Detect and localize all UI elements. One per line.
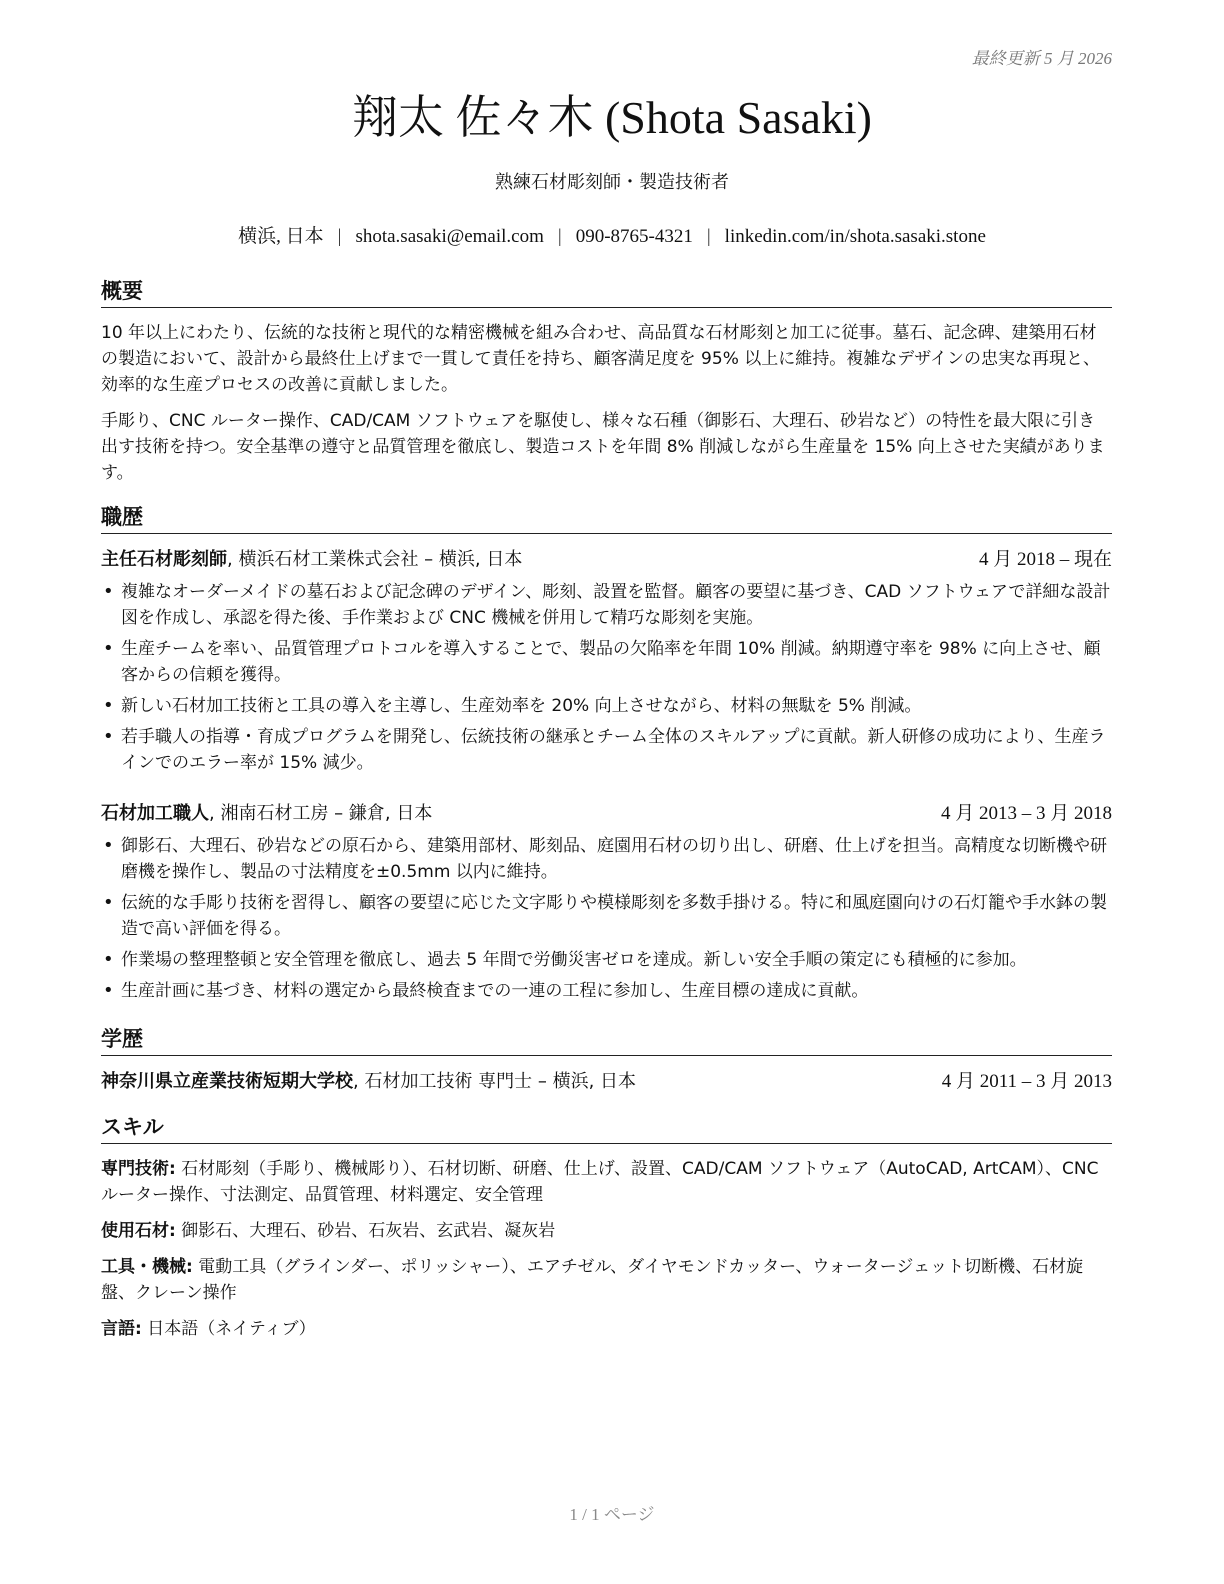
experience-title: 職歴 — [101, 502, 1112, 534]
skill-label: 言語: — [101, 1319, 142, 1339]
skill-label: 工具・機械: — [101, 1257, 193, 1277]
job-bullet: • 生産チームを率い、品質管理プロトコルを導入することで、製品の欠陥率を年間 10% 削減。納期遵守率を 98% に向上させ、顧客からの信頼を獲得。 — [101, 636, 1112, 688]
contact-line — [0, 222, 1224, 252]
education-entry — [101, 1068, 1112, 1096]
skill-row — [101, 1254, 1112, 1306]
candidate-name: 翔太 佐々木 (Shota Sasaki) — [351, 92, 872, 143]
job-bullet: • 若手職人の指導・育成プログラムを開発し、伝統技術の継承とチーム全体のスキルアップに貢献。新人研修の成功により、生産ラインでのエラー率が 15% 減少。 — [101, 724, 1112, 776]
job-bullets — [101, 833, 1112, 1004]
skills-section — [101, 1112, 1112, 1342]
job-bullet: • 生産計画に基づき、材料の選定から最終検査までの一連の工程に参加し、生産目標の達成に貢献。 — [101, 978, 1112, 1004]
contact-separator: | — [337, 226, 342, 247]
summary-paragraph: 手彫り、CNC ルーター操作、CAD/CAM ソフトウェアを駆使し、様々な石種（御影石、大理石、砂岩など）の特性を最大限に引き出す技術を持つ。安全基準の遵守と品質管理を徹底し、製造コストを年間 8% 削減しながら生産量を 15% 向上させた実績があります。 — [101, 411, 1105, 483]
job-org: , 湘南石材工房 – 鎌倉, 日本 — [209, 803, 433, 824]
skill-text: 御影石、大理石、砂岩、石灰岩、玄武岩、凝灰岩 — [175, 1221, 556, 1241]
job-entry — [101, 546, 1112, 776]
contact-linkedin[interactable]: linkedin.com/in/shota.sasaki.stone — [724, 226, 986, 247]
skill-text: 日本語（ネイティブ） — [141, 1319, 316, 1339]
skill-label: 専門技術: — [101, 1159, 176, 1179]
job-header — [101, 800, 1112, 828]
job-dates: 4 月 2013 – 3 月 2018 — [940, 803, 1112, 824]
job-role: 主任石材彫刻師 — [101, 549, 227, 570]
contact-phone[interactable]: 090-8765-4321 — [575, 226, 693, 247]
contact-email[interactable]: shota.sasaki@email.com — [355, 226, 544, 247]
summary-section — [101, 276, 1112, 486]
education-section — [101, 1024, 1112, 1096]
education-dates: 4 月 2011 – 3 月 2013 — [941, 1071, 1112, 1092]
last-updated: 最終更新 5 月 2026 — [971, 49, 1112, 68]
job-dates: 4 月 2018 – 現在 — [978, 549, 1112, 570]
job-bullets — [101, 579, 1112, 776]
skill-label: 使用石材: — [101, 1221, 176, 1241]
summary-title: 概要 — [101, 276, 1112, 308]
job-org: , 横浜石材工業株式会社 – 横浜, 日本 — [227, 549, 523, 570]
job-bullet: • 御影石、大理石、砂岩などの原石から、建築用部材、彫刻品、庭園用石材の切り出し、研磨、仕上げを担当。高精度な切断機や研磨機を操作し、製品の寸法精度を±0.5mm 以内に維持。 — [101, 833, 1112, 885]
education-detail: , 石材加工技術 専門士 – 横浜, 日本 — [353, 1071, 637, 1092]
experience-section — [101, 502, 1112, 1004]
skill-row — [101, 1316, 1112, 1342]
job-header — [101, 546, 1112, 574]
job-bullet: • 新しい石材加工技術と工具の導入を主導し、生産効率を 20% 向上させながら、材料の無駄を 5% 削減。 — [101, 693, 1112, 719]
school-name: 神奈川県立産業技術短期大学校 — [101, 1071, 353, 1092]
skill-text: 電動工具（グラインダー、ポリッシャー）、エアチゼル、ダイヤモンドカッター、ウォータージェット切断機、石材旋盤、クレーン操作 — [101, 1257, 1084, 1303]
education-title: 学歴 — [101, 1024, 1112, 1056]
skills-title: スキル — [101, 1112, 1112, 1144]
job-role: 石材加工職人 — [101, 803, 209, 824]
job-bullet: • 作業場の整理整頓と安全管理を徹底し、過去 5 年間で労働災害ゼロを達成。新しい安全手順の策定にも積極的に参加。 — [101, 947, 1112, 973]
skill-row — [101, 1218, 1112, 1244]
skill-text: 石材彫刻（手彫り、機械彫り）、石材切断、研磨、仕上げ、設置、CAD/CAM ソフトウェア（AutoCAD, ArtCAM）、CNC ルーター操作、寸法測定、品質管理、材料選定、安全管理 — [101, 1159, 1099, 1205]
job-bullet: • 伝統的な手彫り技術を習得し、顧客の要望に応じた文字彫りや模様彫刻を多数手掛ける。特に和風庭園向けの石灯籠や手水鉢の製造で高い評価を得る。 — [101, 890, 1112, 942]
page-number: 1 / 1 ページ — [569, 1505, 655, 1524]
headline: 熟練石材彫刻師・製造技術者 — [495, 172, 729, 193]
contact-separator: | — [557, 226, 562, 247]
job-entry — [101, 800, 1112, 1004]
resume-content — [101, 276, 1112, 1342]
job-bullet: • 複雑なオーダーメイドの墓石および記念碑のデザイン、彫刻、設置を監督。顧客の要望に基づき、CAD ソフトウェアで詳細な設計図を作成し、承認を得た後、手作業および CNC 機械を併用して精巧な彫刻を実施。 — [101, 579, 1112, 631]
skill-row — [101, 1156, 1112, 1208]
contact-separator: | — [706, 226, 711, 247]
summary-paragraph: 10 年以上にわたり、伝統的な技術と現代的な精密機械を組み合わせ、高品質な石材彫刻と加工に従事。墓石、記念碑、建築用石材の製造において、設計から最終仕上げまで一貫して責任を持ち、顧客満足度を 95% 以上に維持。複雑なデザインの忠実な再現と、効率的な生産プロセスの改善に貢献しました。 — [101, 323, 1101, 395]
contact-location: 横浜, 日本 — [238, 226, 324, 247]
